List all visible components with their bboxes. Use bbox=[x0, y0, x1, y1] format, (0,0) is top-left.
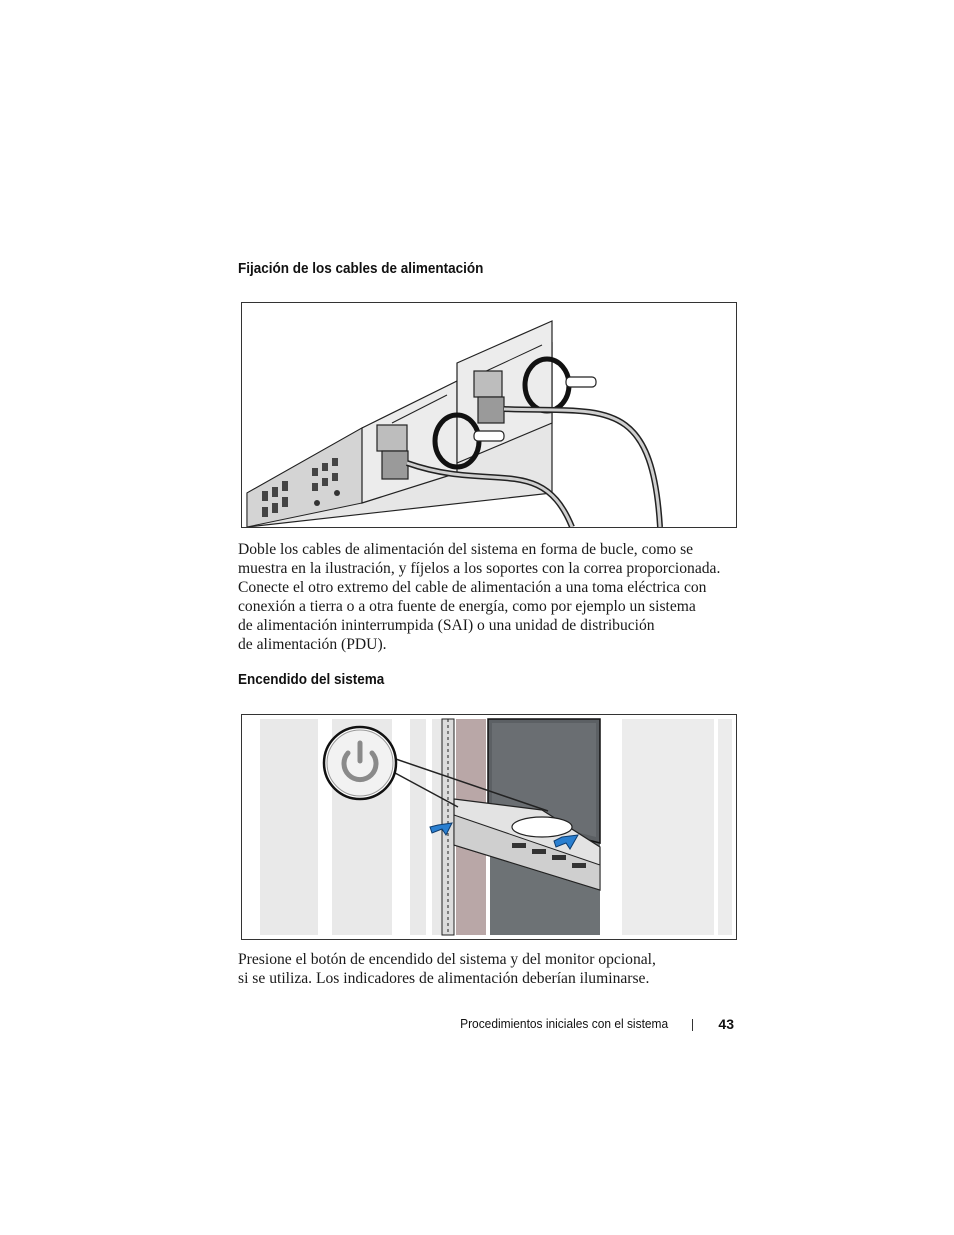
power-on-illustration bbox=[242, 715, 736, 939]
paragraph-line: muestra en la ilustración, y fíjelos a los soportes con la correa proporcionada. bbox=[238, 560, 721, 577]
paragraph-power-on bbox=[238, 950, 738, 988]
paragraph-power-cables bbox=[238, 540, 738, 654]
figure-power-on-system bbox=[241, 714, 737, 940]
footer-section-title: Procedimientos iniciales con el sistema bbox=[459, 1016, 668, 1031]
power-cable-illustration bbox=[242, 303, 736, 527]
paragraph-line: conexión a tierra o a otra fuente de energía, como por ejemplo un sistema bbox=[238, 598, 696, 615]
section-heading-power-on: Encendido del sistema bbox=[238, 671, 385, 688]
paragraph-line: Presione el botón de encendido del sistema y del monitor opcional, bbox=[238, 951, 656, 968]
paragraph-line: Doble los cables de alimentación del sistema en forma de bucle, como se bbox=[238, 541, 694, 558]
paragraph-line: de alimentación ininterrumpida (SAI) o una unidad de distribución bbox=[238, 617, 655, 634]
footer-divider bbox=[692, 1019, 693, 1031]
section-heading-power-cables: Fijación de los cables de alimentación bbox=[238, 260, 484, 277]
page-footer bbox=[440, 1016, 736, 1034]
figure-power-cable-retention bbox=[241, 302, 737, 528]
paragraph-line: si se utiliza. Los indicadores de alimentación deberían iluminarse. bbox=[238, 970, 650, 987]
paragraph-line: Conecte el otro extremo del cable de alimentación a una toma eléctrica con bbox=[238, 579, 707, 596]
paragraph-line: de alimentación (PDU). bbox=[238, 636, 387, 653]
page-number: 43 bbox=[718, 1016, 734, 1032]
